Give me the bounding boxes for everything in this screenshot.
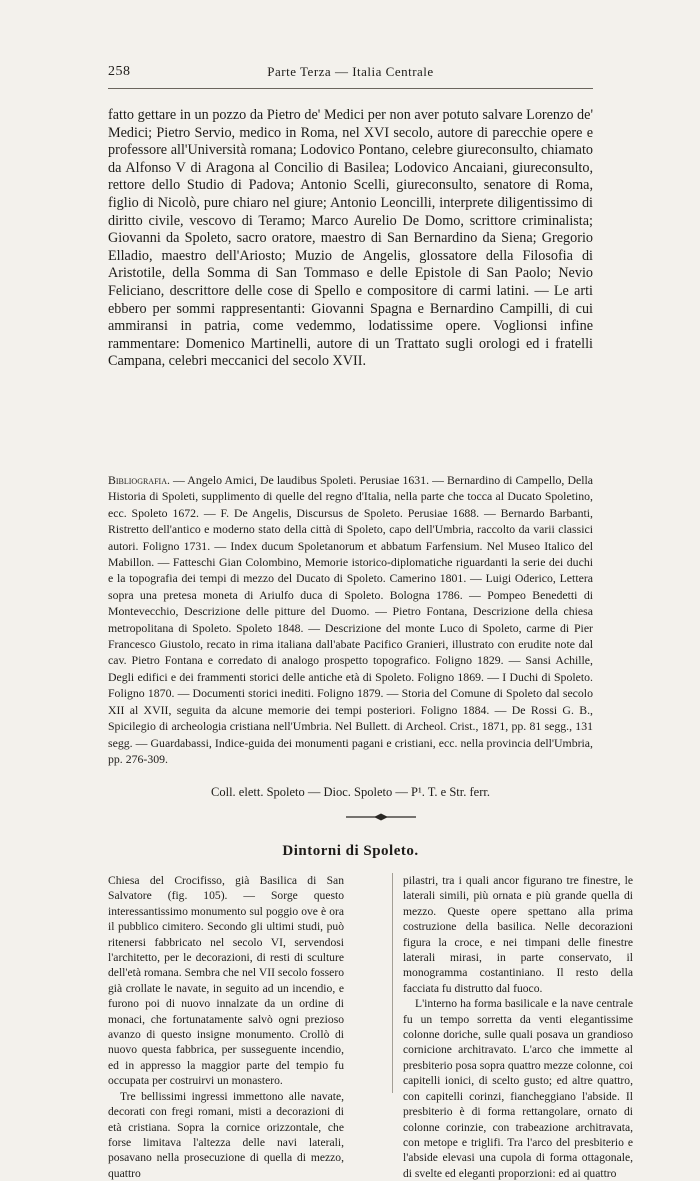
bibliography-text: — Angelo Amici, De laudibus Spoleti. Perusiae 1631. — Bernardino di Campello, Della Historia di Spoleti, supplimento di quelle del regno d'Italia, nella parte che tocca al Ducato Spoletino, ecc. Spoleto 1672. — F. De Angelis, Discursus de Spoleto. Perusiae 1688. — Bernardo Barbanti, Ristretto dell'antico e moderno stato della città di Spoleto, capo dell'Umbria, raccolto da varii classici autori. Foligno 1731. — Index ducum Spoletanorum et abbatum Farfensium. Nel Museo Italico del Mabillon. — Fatteschi Gian Colombino, Memorie istorico-diplomatiche riguardanti la serie dei duchi e la topografia dei tempi di mezzo del Ducato di Spoleto. Camerino 1801. — Luigi Oderico, Lettera sopra una pretesa moneta di Ariulfo duca di Spoleto. Bologna 1786. — Pompeo Benedetti di Montevecchio, Descrizione delle pitture del Duomo. — Pietro Fontana, Descrizione della chiesa metropolitana di Spoleto. Spoleto 1848. — Descrizione del monte Luco di Spoleto, carme di Pier Francesco Giustolo, recato in rima italiana dall'abate Pacifico Granieri, illustrato con erudite note dal cav. Pietro Fontana e corredato di analogo prospetto topografico. Foligno 1829. — Sansi Achille, Degli edifici e dei frammenti storici delle antiche età di Spoleto. Foligno 1869. — I Duchi di Spoleto. Foligno 1870. — Documenti storici inediti. Foligno 1879. — Storia del Comune di Spoleto dal secolo XII al XVII, seguita da alcune memorie dei tempi posteriori. Foligno 1884. — De Rossi G. B., Spicilegio di archeologia cristiana nell'Umbria. Nel Bullett. di Archeol. Crist., 1871, pp. 81 segg., 131 segg. — Guardabassi, Indice-guida dei monumenti pagani e cristiani, ecc. nella provincia dell'Umbria, pp. 276-309. <box>108 473 593 766</box>
left-paragraph-1: Chiesa del Crocifisso, già Basilica di San Salvatore (fig. 105). — Sorge questo interessantissimo monumento sul poggio ove è ora il pubblico cimitero. Secondo gli ultimi studi, può ritenersi fabbricato nel secolo VI, servendosi l'architetto, per le decorazioni, di resti di sculture dell'età romana. Sembra che nel VII secolo fossero già crollate le navate, in seguito ad un incendio, e furono poi di nuovo innalzate da un ordine di monaci, che fortunatamente salvò ogni prezioso avanzo di questo insigne monumento. Crollò di nuovo questa fabbrica, per susseguente incendio, ed in appresso la maggior parte del tempio fu occupata per costruirvi un monastero. <box>108 874 344 1088</box>
main-paragraph <box>108 107 593 371</box>
page-header <box>108 64 593 82</box>
section-title: Dintorni di Spoleto. <box>282 843 419 859</box>
right-column <box>403 873 633 1181</box>
bibliography <box>108 472 593 767</box>
left-column <box>108 873 344 1181</box>
main-text: fatto gettare in un pozzo da Pietro de' Medici per non aver potuto salvare Lorenzo de' Medici; Pietro Servio, medico in Roma, nel XVI secolo, autore di parecchie opere e professore all'Università romana; Lodovico Pontano, celebre giureconsulto, chiamato da Alfonso V di Aragona al Concilio di Basilea; Lodovico Ancaiani, giureconsulto, rettore dello Studio di Padova; Antonio Scelli, giureconsulto, senatore di Roma, figlio di Nicolò, pure chiaro nel giure; Antonio Leoncilli, interprete diligentissimo di diritto civile, vescovo di Teramo; Marco Aurelio De Domo, scrittore criminalista; Giovanni da Spoleto, sacro oratore, maestro di San Bernardino da Siena; Gregorio Elladio, maestro dell'Ariosto; Muzio de Angelis, glossatore della Filosofia di Aristotile, della Somma di San Tommaso e delle Epistole di San Paolo; Nevio Feliciano, descrittore delle cose di Spello e compositore di carmi latini. — Le arti ebbero per sommi rappresentanti: Giovanni Spagna e Bernardino Campilli, di cui ammiransi in patria, come vedemmo, lodatissime opere. Voglionsi infine rammentare: Domenico Martinelli, autore di un Trattato sugli orologi ed i fratelli Campana, celebri meccanici del secolo XVII. <box>108 107 593 370</box>
running-title: Parte Terza — Italia Centrale <box>267 64 434 79</box>
left-paragraph-2: Tre bellissimi ingressi immettono alle navate, decorati con fregi romani, misti a decorazioni di età cristiana. Sopra la cornice orizzontale, che forse limitava l'altezza delle navi laterali, posavano nella prosecuzione di quella di mezzo, quattro <box>108 1089 344 1180</box>
header-rule <box>108 88 593 89</box>
collegio-line: Coll. elett. Spoleto — Dioc. Spoleto — P¹. T. e Str. ferr. <box>211 785 490 799</box>
right-paragraph-2: L'interno ha forma basilicale e la nave centrale fu un tempo sorretta da venti elegantissime colonne doriche, sulle quali posava un grandioso cornicione architravato. L'arco che immette al presbiterio posa sopra quattro mezze colonne, coi capitelli ionici, di scelto gusto; ed altre quattro, con capitelli corinzi, fiancheggiano l'abside. Il presbiterio è di forma rettangolare, ornato di colonne corinzie, con trabeazione architravata, con metope e triglifi. Tra l'arco del presbiterio e l'abside elevasi una cupola di forma ottagonale, di svelte ed eleganti proporzioni: ed ai quattro <box>403 997 633 1180</box>
column-divider <box>392 873 393 1093</box>
right-paragraph-1: pilastri, tra i quali ancor figurano tre finestre, le laterali simili, più ornata e più grande quella di mezzo. Queste opere spettano alla prima costruzione della basilica. Nelle decorazioni figura la croce, e nei timpani delle finestre laterali mirasi, in parte conservato, il monogramma costantiniano. Il resto della facciata fu distrutto dal fuoco. <box>403 874 633 995</box>
page-number: 258 <box>108 64 131 79</box>
bibliography-label: Bibliografia. <box>108 473 170 487</box>
ornament-divider <box>346 813 416 821</box>
